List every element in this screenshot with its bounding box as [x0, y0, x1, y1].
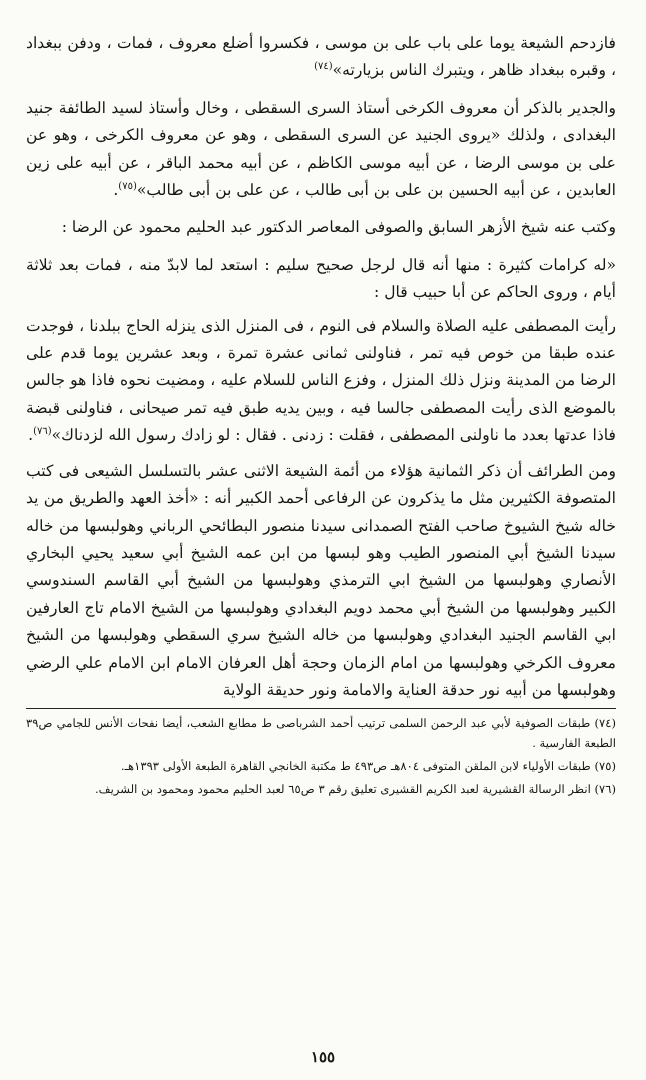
paragraph-text: وكتب عنه شيخ الأزهر السابق والصوفى المعاصر الدكتور عبد الحليم محمود عن الرضا : [61, 218, 616, 237]
main-text [26, 30, 616, 704]
paragraph-tail: . [28, 426, 34, 445]
paragraph-text: والجدير بالذكر أن معروف الكرخى أستاذ السرى السقطى ، وخال وأستاذ لسيد الطائفة جنيد البغدادى ، ولذلك «يروى الجنيد عن السرى السقطى ، وهو عن معروف الكرخى ، وهو عن على بن موسى الرضا ، عن أبيه موسى الكاظم ، عن أبيه محمد الباقر ، عن أبيه على زين العابدين ، عن أبيه الحسين بن على بن أبى طالب ، عن على بن أبى طالب» [26, 98, 616, 200]
paragraph-text: ومن الطرائف أن ذكر الثمانية هؤلاء من أئمة الشيعة الاثنى عشر بالتسلسل الشيعى فى كتب المتصوفة الكثيرين مثل ما يذكرون عن الرفاعى أحمد الكبير أنه : «أخذ العهد والطريق من يد خاله شيخ الشيوخ صاحب الفتح الصمدانى سيدنا منصور البطائحي الرباني وهولبسها من خاله سيدنا الشيخ أبي المنصور الطيب وهو لبسها من ابن عمه الشيخ أبي سعيد يحيي البخاري الأنصاري وهولبسها من الشيخ ابي الترمذي وهولبسها من الشيخ أبي القاسم السندوسي الكبير وهولبسها من الشيخ أبي محمد دويم البغدادي وهولبسها من الشيخ الامام تاج العارفين ابي القاسم الجنيد البغدادي وهولبسها من خاله الشيخ سري السقطي وهولبسها من الشيخ معروف الكرخي وهولبسها من امام الزمان وحجة أهل العرفان الامام ابن الامام علي الرضي وهولبسها من أبيه نور حدقة العناية والامامة ونور حديقة الولاية [26, 461, 617, 699]
paragraph-text: «له كرامات كثيرة : منها أنه قال لرجل صحيح سليم : استعد لما لابدّ منه ، فمات بعد ثلاثة أيام ، وروى الحاكم عن أبا حبيب قال : [26, 255, 616, 302]
paragraph [26, 458, 616, 705]
footnotes [26, 713, 616, 799]
page-number: ١٥٥ [310, 1048, 336, 1066]
paragraph-text: رأيت المصطفى عليه الصلاة والسلام فى النوم ، فى المنزل الذى ينزله الحاج ببلدنا ، فوجدت عنده طبقا من خوص فيه تمر ، فناولنى ثمانى عشرة تمرة ، وبعد عشرين يوما قدم على الرضا من المدينة ونزل ذلك المنزل ، وفزع الناس للسلام عليه ، ومضيت نحوه فاذا هو جالس بالموضع الذى رأيت المصطفى جالسا فيه ، وبين يديه طبق فيه تمر صيحانى ، فناولنى قبضة فاذا عدتها بعدد ما ناولنى المصطفى ، فقلت : زدنى . فقال : لو زادك رسول الله لزدناك» [26, 316, 616, 445]
footnote-ref: (٧٦) [33, 426, 52, 438]
footnote: (٧٥) طبقات الأولياء لابن الملقن المتوفى ٨٠٤هـ ص٤٩٣ ط مكتبة الخانجي القاهرة الطبعة الأولى ١٣٩٣هـ. [120, 759, 616, 774]
footnote-ref: (٧٥) [118, 180, 137, 192]
quote-paragraph [26, 252, 616, 307]
footnote-divider [26, 708, 616, 709]
footnote: (٧٦) انظر الرسالة القشيرية لعبد الكريم القشيرى تعليق رقم ٣ ص٦٥ لعبد الحليم محمود ومحمود بن الشريف. [95, 782, 616, 797]
paragraph-text: فازدحم الشيعة يوما على باب على بن موسى ، فكسروا أضلع معروف ، فمات ، ودفن ببغداد ، وقبره ببغداد ظاهر ، ويتبرك الناس بزيارته» [26, 34, 616, 80]
paragraph [26, 30, 616, 85]
footnote: (٧٤) طبقات الصوفية لأبي عبد الرحمن السلمى ترتيب أحمد الشرباصى ط مطابع الشعب، أيضا نفحات الأنس للجامي ص٣٩ الطبعة الفارسية . [26, 716, 616, 751]
paragraph-tail: . [113, 181, 119, 200]
footnote-ref: (٧٤) [314, 61, 333, 73]
paragraph [26, 95, 616, 205]
quote-paragraph [26, 313, 616, 450]
paragraph [26, 214, 616, 241]
